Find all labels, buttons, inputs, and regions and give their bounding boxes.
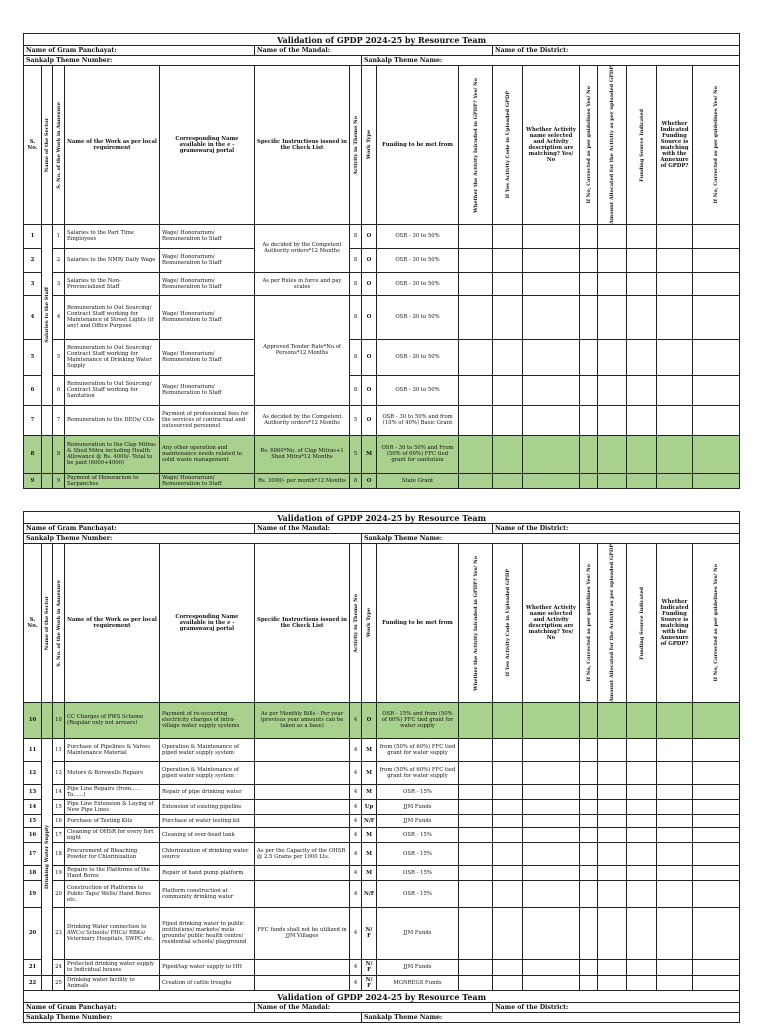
sheet-title: Validation of GPDP 2024-25 by Resource Team: [24, 512, 740, 524]
col-sector: Name of the Sector: [44, 117, 50, 173]
column-header-row: [24, 66, 740, 225]
table-row: 7 7 Remuneration to the DEOs/ COs Payment of professional fees for the services of contractual and outsourced personnel As decided by the Competent Authority orders*12 Months 5 O OSR - 30 to 50% and from (10% of 40%) Basic Grant: [24, 405, 740, 435]
table-row: 4 4 Remuneration to Out Sourcing/ Contract Staff working for Maintenance of Street Lights (if any) and Office Purpose Wage/ Honorarium/ Remuneration to Staff Approved Tender Rate*No.of Persons*12 Months 8 O OSR - 30 to 50%: [24, 295, 740, 339]
validation-sheet-3: [23, 990, 739, 1023]
validation-sheet-2: [23, 511, 739, 991]
mandal-label: Name of the Mandal:: [255, 46, 493, 56]
col-included: Whether the Activity Inlcuded in GPDP? Yes/ No: [472, 555, 479, 691]
col-annex: S. No. of the Work in Annexure: [55, 579, 62, 667]
col-theme: Activity in Theme No: [352, 593, 359, 653]
sankalp-number-label: Sankalp Theme Number:: [24, 1013, 362, 1023]
table-row: 11 Drinking Water Supply 11 Purchase of Pipelines & Valves Maintenance Material Operation & Maintenance of piped water supply system 4 M from (50% of 60%) FFC tied grant for water supply: [24, 738, 740, 761]
validation-table-1: [23, 33, 740, 489]
sankalp-name-label: Sankalp Theme Name:: [362, 534, 740, 544]
col-work: Name of the Work as per local requirement: [65, 66, 160, 225]
table-row-highlighted: 10 10 CC Charges of PWS Scheme (Regular only not arrears) Payment of re-occurring electricity charges of intra-village water supply systems As per Monthly Bills - Per year (previous year amounts can be taken as a base) 4 O OSR - 15% and from (50% of 60%) FFC tied grant for water supply: [24, 702, 740, 738]
col-annex-match: Whether Indicated Funding Source is matching with the Annexure of GPDP?: [657, 66, 693, 225]
sankalp-number-label: Sankalp Theme Number:: [24, 56, 362, 66]
col-funding: Funding to be met from: [377, 544, 459, 703]
table-row: 18 19 Repairs to the Platforms of the Hand Bores Repair of hand pump platform 4 M OSR - 15%: [24, 865, 740, 880]
sheet-title: Validation of GPDP 2024-25 by Resource Team: [24, 34, 740, 46]
district-label: Name of the District:: [493, 46, 740, 56]
sector-label: Drinking Water Supply: [44, 824, 50, 889]
table-row: 17 18 Procurement of Bleaching Powder for Chlorinization Chlorinization of drinking water source As per the Capacity of the OHSR @ 2.5 Grams per 1000 Lts. 4 M OSR - 15%: [24, 842, 740, 865]
validation-table-3: [23, 990, 740, 1023]
table-row: 19 20 Construction of Platforms to Public Taps/ Wells/ Hand Bores etc. Platform construction at community drinking water 4 N/F OSR - 15%: [24, 880, 740, 907]
col-sno: S. No.: [24, 66, 42, 225]
sankalp-name-label: Sankalp Theme Name:: [362, 56, 740, 66]
col-code: If Yes Activity Code in Uploaded GPDP: [504, 91, 511, 199]
district-label: Name of the District:: [493, 524, 740, 534]
sheet-title: Validation of GPDP 2024-25 by Resource Team: [24, 991, 740, 1003]
table-row: 14 15 Pipe Line Extension & Laying of New Pipe Lines Extension of existing pipeline 4 Up JJM Funds: [24, 799, 740, 814]
col-sno: S. No.: [24, 544, 42, 703]
sector-label: Salaries to the Staff: [44, 287, 50, 343]
col-corrected-2: If No, Corrected as per guidelines Yes/ No: [713, 86, 720, 204]
validation-sheet-1: [23, 33, 739, 489]
table-row: 12 13 Motors & Borewells Repairs Operation & Maintenance of piped water supply system 4 M from (50% of 60%) FFC tied grant for water supply: [24, 761, 740, 784]
col-amount: Amount Allocated for the Activity as per uploaded GPDP: [609, 66, 615, 224]
table-row: 2 2 Salaries to the NMR/ Daily Wage Wage/ Honorarium/ Remuneration to Staff 8 O OSR - 30 to 50%: [24, 248, 740, 272]
district-label: Name of the District:: [493, 1003, 740, 1013]
table-row: 21 24 Protected drinking water supply to Individual houses Piped/tap water supply to HH 4 N/ F JJM Funds: [24, 959, 740, 975]
col-instr: Specific Instructions issued in the Check List: [255, 544, 350, 703]
col-type: Work Type: [366, 608, 372, 638]
table-row: 13 14 Pipe Line Repairs (from...... To......) Repair of pipe drinking water 4 M OSR - 15%: [24, 784, 740, 799]
col-source: Funding Source Indicated: [638, 108, 645, 182]
col-annex-match: Whether Indicated Funding Source is matching with the Annexure of GPDP?: [657, 544, 693, 703]
sankalp-name-label: Sankalp Theme Name:: [362, 1013, 740, 1023]
col-type: Work Type: [366, 130, 372, 160]
col-sector: Name of the Sector: [44, 595, 50, 651]
table-row: 20 23 Drinking Water connection to AWCs/ Schools/ PHCs/ RBKs/ Veterinary Hospitals, SWPC etc. Piped drinking water to public institutions/ markets/ mela grounds/ public health centre/ residential schools/ playground FFC funds shall not be utilized in JJM Villages 4 N/ F JJM Funds: [24, 907, 740, 959]
column-header-row: [24, 544, 740, 703]
col-portal: Corresponding Name available in the e - gramswaraj portal: [160, 544, 255, 703]
col-corrected: If No, Corrected as per guidelines Yes/ No: [585, 564, 592, 682]
table-row-highlighted: 9 9 Payment of Honorarium to Sarpanches Wage/ Honorarium/ Remuneration to Staff Rs. 3000/- per month*12 Months 8 O State Grant: [24, 473, 740, 488]
col-work: Name of the Work as per local requirement: [65, 544, 160, 703]
mandal-label: Name of the Mandal:: [255, 524, 493, 534]
col-source: Funding Source Indicated: [638, 586, 645, 660]
table-row: 16 17 Cleaning of OHSR for every fort night Cleaning of over-head tank 4 M OSR - 15%: [24, 827, 740, 842]
table-row: 15 16 Purchase of Testing Kits Purchase of water testing kit 4 N/F JJM Funds: [24, 814, 740, 827]
mandal-label: Name of the Mandal:: [255, 1003, 493, 1013]
col-theme: Activity in Theme No: [352, 115, 359, 175]
table-row: 3 3 Salaries to the Non-Provincialized Staff Wage/ Honorarium/ Remuneration to Staff As per Rules in force and pay scales 8 O OSR - 30 to 50%: [24, 272, 740, 295]
col-instr: Specific Instructions issued in the Check List: [255, 66, 350, 225]
table-row: 6 6 Remuneration to Out Sourcing/ Contract Staff working for Sanitation Wage/ Honorarium/ Remuneration to Staff 8 O OSR - 30 to 50%: [24, 375, 740, 405]
col-match: Whether Activity name selected and Activity description are matching? Yes/ No: [523, 544, 580, 703]
col-included: Whether the Activity Inlcuded in GPDP? Yes/ No: [472, 77, 479, 213]
col-amount: Amount Allocated for the Activity as per uploaded GPDP: [609, 544, 615, 702]
gram-panchayat-label: Name of Gram Panchayat:: [24, 1003, 255, 1013]
col-portal: Corresponding Name available in the e - gramswaraj portal: [160, 66, 255, 225]
validation-table-2: [23, 511, 740, 991]
col-annex: S. No. of the Work in Annexure: [55, 101, 62, 189]
col-funding: Funding to be met from: [377, 66, 459, 225]
col-corrected: If No, Corrected as per guidelines Yes/ No: [585, 86, 592, 204]
table-row-highlighted: 8 8 Remuneration to the Clap Mitras & Shed Mitra including Health Allowance @ Rs. 4000/- Total to be paid (6000+4000) Any other operation and maintenance needs related to solid waste management Rs. 6000*No. of Clap Mitras+1 Shed Mitra*12 Months 5 M OSR - 30 to 50% and From (50% of 60%) FFC tied grant for sanitation: [24, 435, 740, 473]
col-corrected-2: If No, Corrected as per guidelines Yes/ No: [713, 564, 720, 682]
table-row: 5 5 Remuneration to Out Sourcing/ Contract Staff working for Maintenance of Drinking Water Supply Wage/ Honorarium/ Remuneration to Staff 8 O OSR - 30 to 50%: [24, 339, 740, 375]
sankalp-number-label: Sankalp Theme Number:: [24, 534, 362, 544]
table-row: 1 Salaries to the Staff 1 Salaries to the Part Time Employees Wage/ Honorarium/ Remuneration to Staff As decided by the Competent Authority orders*12 Months 8 O OSR - 30 to 50%: [24, 224, 740, 248]
table-row: 22 25 Drinking water facility to Animals Creation of cattle troughs 4 N/ F MGNREGS Funds: [24, 975, 740, 990]
gram-panchayat-label: Name of Gram Panchayat:: [24, 46, 255, 56]
gram-panchayat-label: Name of Gram Panchayat:: [24, 524, 255, 534]
col-match: Whether Activity name selected and Activity description are matching? Yes/ No: [523, 66, 580, 225]
col-code: If Yes Activity Code in Uploaded GPDP: [504, 569, 511, 677]
